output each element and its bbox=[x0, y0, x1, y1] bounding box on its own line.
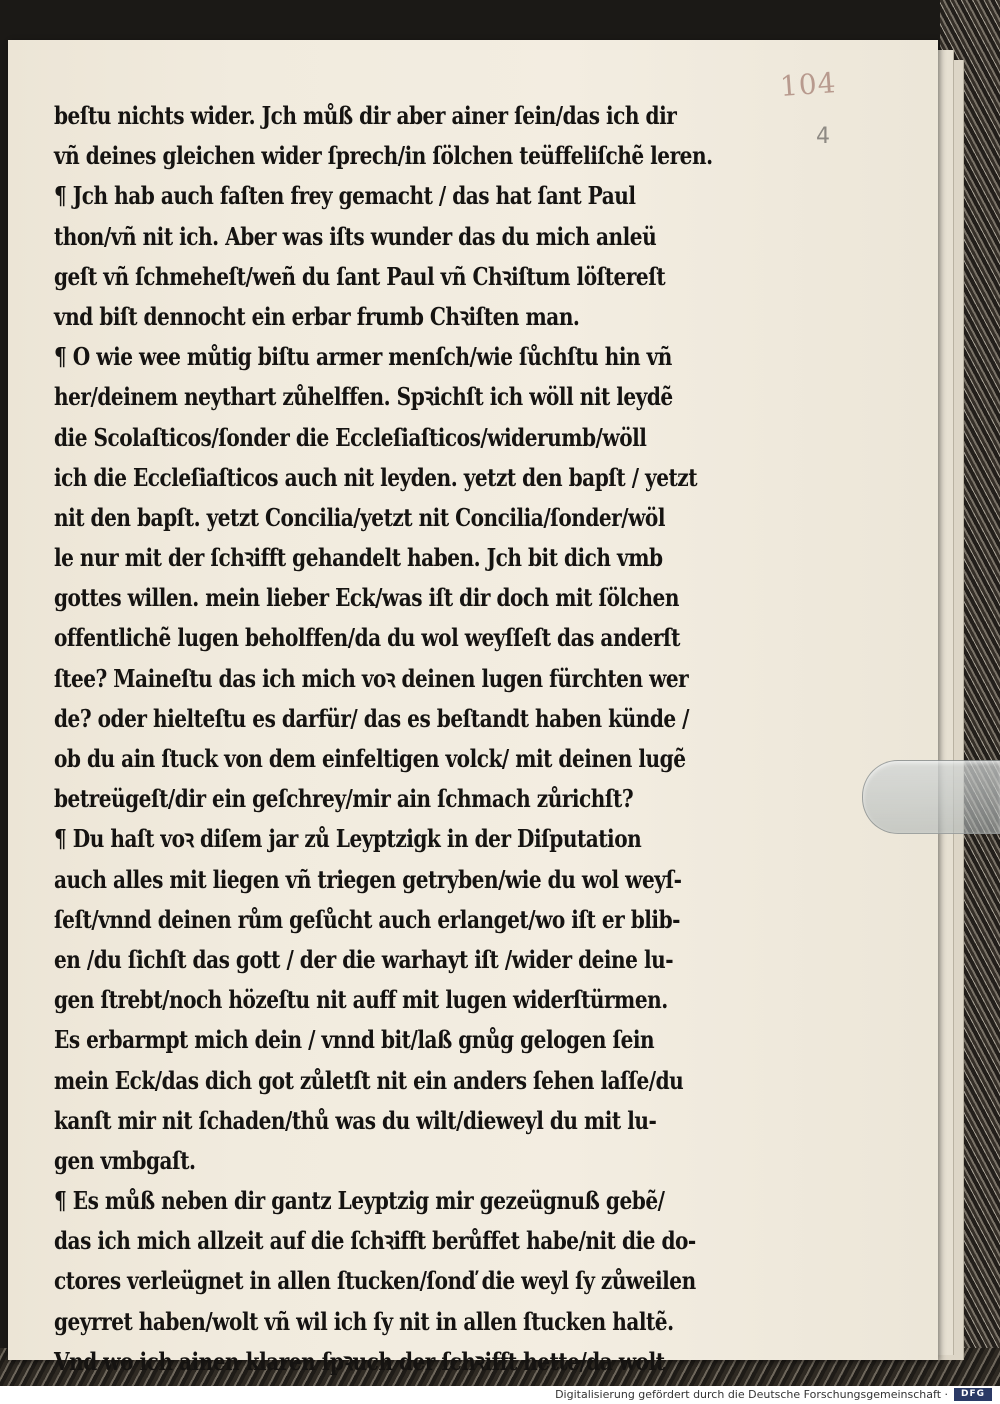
text-line: das ich mich allzeit auf die ſchꝛifft berůffet habe/nit die do- bbox=[54, 1226, 696, 1256]
text-line: auch alles mit liegen vñ triegen getryben/wie du wol weyſ- bbox=[54, 864, 682, 894]
text-line: die Scolaſticos/ſonder die Eccleſiaſticos/widerumb/wöll bbox=[54, 422, 647, 452]
dfg-logo: DFG bbox=[954, 1388, 992, 1401]
text-line: Es erbarmpt mich dein / vnnd bit/laß gnůg gelogen ſein bbox=[54, 1025, 655, 1055]
folio-pencil-number: 4 bbox=[816, 124, 830, 149]
text-line: en /du ſichſt das gott / der die warhayt iſt /wider deine lu- bbox=[54, 944, 674, 974]
text-line: de? oder hielteſtu es darfür/ das es beſtandt haben künde / bbox=[54, 703, 690, 733]
plastic-clip bbox=[862, 760, 1000, 834]
text-line: vnd biſt dennocht ein erbar frumb Chꝛiſten man. bbox=[54, 301, 580, 331]
text-line: Vnd wo ich ainen klaren ſpꝛuch der ſchꝛifft hette/da wolt bbox=[54, 1346, 665, 1376]
text-line: ¶ Du haſt voꝛ diſem jar zů Leyptzigk in der Diſputation bbox=[54, 824, 642, 854]
text-line: vñ deines gleichen wider ſprech/in ſölchen teüffeliſchẽ leren. bbox=[54, 141, 713, 171]
text-line: geyrret haben/wolt vñ wil ich ſy nit in allen ſtucken haltẽ. bbox=[54, 1306, 674, 1336]
text-line: gottes willen. mein lieber Eck/was iſt dir doch mit ſölchen bbox=[54, 583, 679, 613]
text-line: mein Eck/das dich got zůletſt nit ein anders ſehen laſſe/du bbox=[54, 1065, 684, 1095]
text-line: ob du ain ſtuck von dem einfeltigen volck/ mit deinen lugẽ bbox=[54, 744, 686, 773]
text-line: offentlichẽ lugen beholffen/da du wol weyſſeſt das anderſt bbox=[54, 623, 680, 653]
text-line: le nur mit der ſchꝛifft gehandelt haben. Jch bit dich vmb bbox=[54, 543, 663, 573]
text-line: geſt vñ ſchmeheſt/weñ du ſant Paul vñ Chꝛiſtum löſtereſt bbox=[54, 261, 666, 291]
text-line: ¶ O wie wee můtig biſtu armer menſch/wie ſůchſtu hin vñ bbox=[54, 342, 672, 372]
footer-bar bbox=[0, 1386, 1000, 1404]
text-line: gen vmbgaſt. bbox=[54, 1145, 196, 1175]
text-line: ctores verleügnet in allen ſtucken/ſonď die weyl ſy zůweilen bbox=[54, 1266, 696, 1296]
footer-credit: Digitalisierung gefördert durch die Deutsche Forschungsgemeinschaft · bbox=[555, 1388, 948, 1401]
text-line: ich die Eccleſiaſticos auch nit leyden. yetzt den bapſt / yetzt bbox=[54, 462, 698, 492]
text-line: ſtee? Maineſtu das ich mich voꝛ deinen lugen fürchten wer bbox=[54, 663, 689, 693]
folio-ink-number: 104 bbox=[778, 66, 838, 103]
text-line: ¶ Jch hab auch faſten frey gemacht / das hat ſant Paul bbox=[54, 181, 636, 211]
text-line: kanſt mir nit ſchaden/thů was du wilt/dieweyl du mit lu- bbox=[54, 1105, 657, 1135]
text-line: her/deinem neythart zůhelffen. Spꝛichſt ich wöll nit leydẽ bbox=[54, 382, 673, 412]
text-line: thon/vñ nit ich. Aber was iſts wunder das du mich anleü bbox=[54, 221, 657, 251]
text-line: ſeſt/vnnd deinen rům geſůcht auch erlanget/wo iſt er blib- bbox=[54, 904, 680, 934]
text-line: nit den bapſt. yetzt Concilia/yetzt nit Concilia/ſonder/wöl bbox=[54, 502, 665, 532]
text-line: beſtu nichts wider. Jch můß dir aber ainer ſein/das ich dir bbox=[54, 101, 677, 130]
text-line: betreügeſt/dir ein geſchrey/mir ain ſchmach zůrichſt? bbox=[54, 784, 634, 814]
printed-text-block bbox=[54, 96, 774, 1386]
text-line: gen ſtrebt/noch hözeſtu nit auff mit lugen widerſtürmen. bbox=[54, 985, 668, 1015]
text-line: ¶ Es můß neben dir gantz Leyptzig mir gezeügnuß gebẽ/ bbox=[54, 1186, 665, 1216]
